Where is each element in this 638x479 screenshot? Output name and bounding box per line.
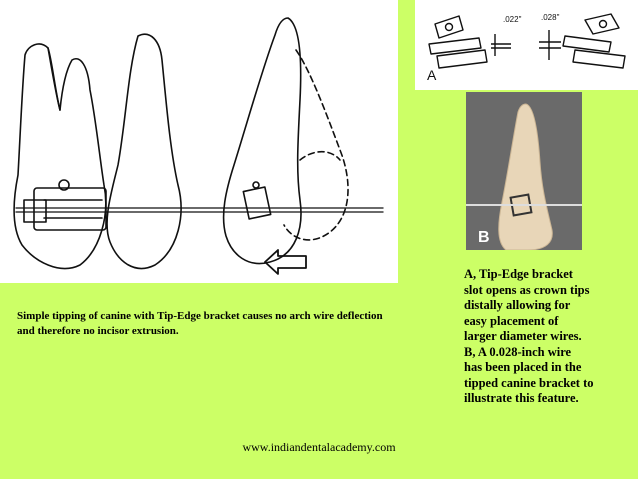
- tip-edge-teeth-drawing: [0, 0, 398, 283]
- caption-line: B, A 0.028-inch wire: [464, 344, 572, 359]
- caption-line: slot opens as crown tips: [464, 282, 590, 297]
- caption-line: illustrate this feature.: [464, 391, 579, 405]
- dimension-label-028: .028": [541, 13, 560, 22]
- caption-line: larger diameter wires.: [464, 329, 582, 343]
- left-figure-caption: Simple tipping of canine with Tip-Edge bracket causes no arch wire deflection and therefore no incisor extrusion.: [17, 310, 383, 337]
- dimension-label-022: .022": [503, 15, 522, 24]
- teeth-line-drawing: [0, 0, 398, 283]
- panel-label-b: B: [478, 229, 490, 246]
- footer-website: www.indiandentalacademy.com: [242, 440, 396, 454]
- caption-line: has been placed in the: [464, 360, 582, 374]
- bracket-slot-diagram: [415, 0, 638, 90]
- caption-line: A, Tip-Edge bracket: [464, 267, 573, 281]
- caption-line: easy placement of: [464, 313, 559, 328]
- caption-line: distally allowing for: [464, 298, 571, 312]
- figure-a-bracket-diagram: [415, 0, 638, 90]
- right-figure-caption: [464, 267, 636, 407]
- canine-bracket-photo: [466, 92, 582, 250]
- caption-line: tipped canine bracket to: [464, 375, 594, 390]
- figure-b-photo: [466, 92, 582, 250]
- panel-label-a: A: [427, 67, 437, 83]
